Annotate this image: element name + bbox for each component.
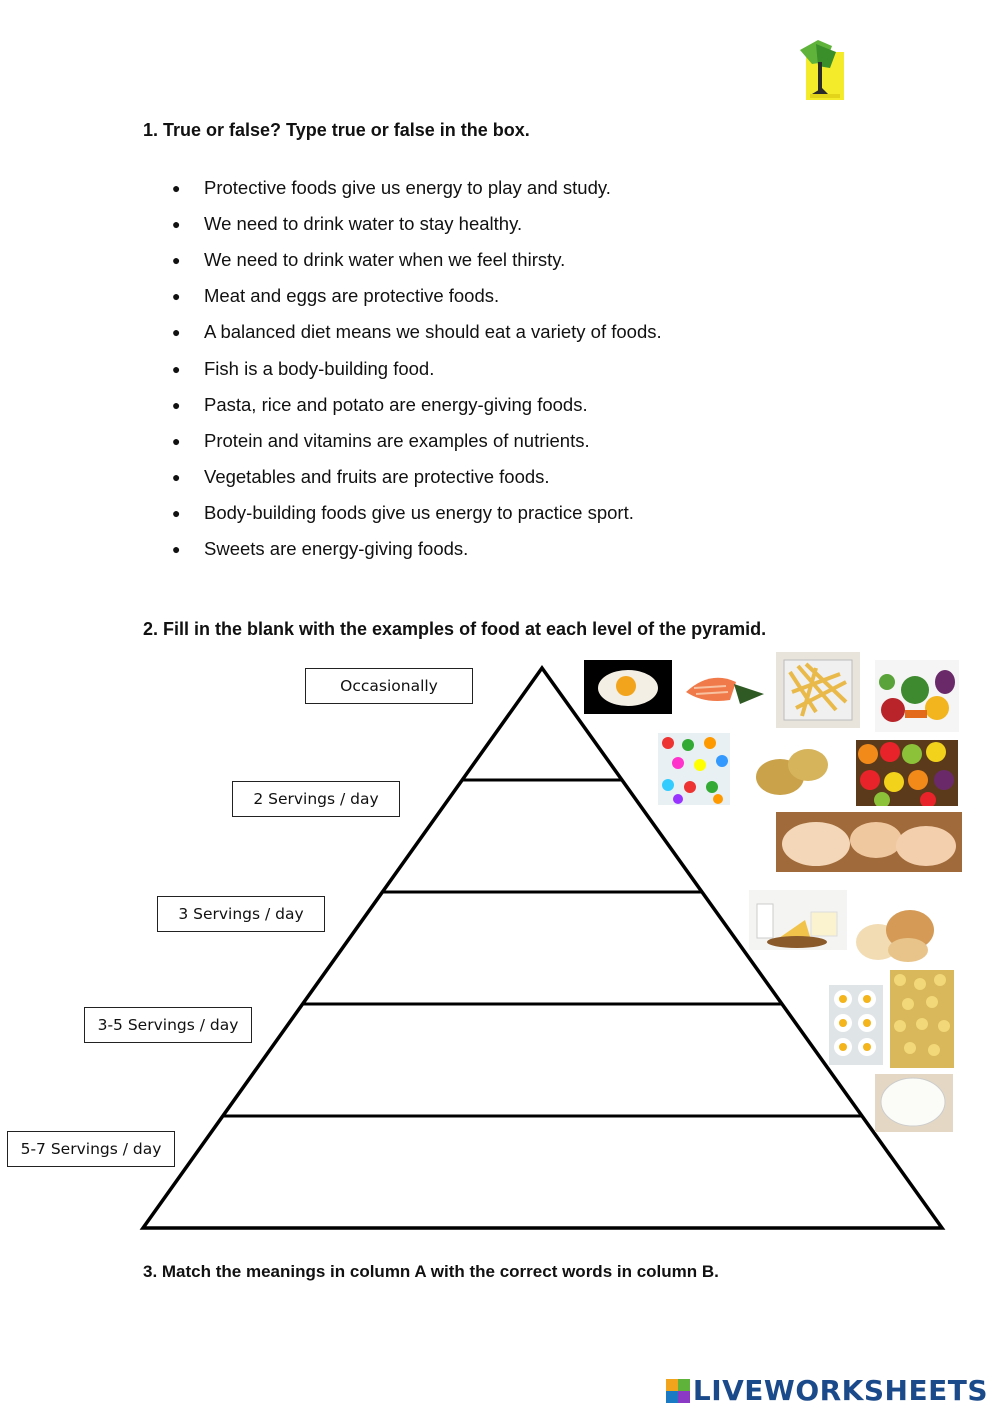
vegetables-image[interactable] <box>875 660 959 732</box>
statement-text: Vegetables and fruits are protective foods. <box>204 465 550 487</box>
bullet-icon: ● <box>172 252 181 269</box>
boiled-eggs-image[interactable] <box>829 985 883 1065</box>
bullet-icon: ● <box>172 396 181 413</box>
bullet-icon: ● <box>172 288 181 305</box>
french-fries-image[interactable] <box>776 652 860 728</box>
bread-image[interactable] <box>850 900 940 968</box>
statement-text: We need to drink water when we feel thirsty. <box>204 249 566 271</box>
level-label-2-servings: 2 Servings / day <box>232 781 400 817</box>
question-3-title: 3. Match the meanings in column A with the correct words in column B. <box>143 1262 719 1281</box>
statement-text: Protein and vitamins are examples of nutrients. <box>204 429 590 451</box>
statement-text: Fish is a body-building food. <box>204 357 435 379</box>
level-label-3-servings: 3 Servings / day <box>157 896 325 932</box>
gummy-sweets-image[interactable] <box>658 733 730 805</box>
level-label-5-7-servings: 5-7 Servings / day <box>7 1131 175 1167</box>
salmon-image[interactable] <box>680 664 768 708</box>
potatoes-image[interactable] <box>752 737 832 803</box>
bullet-icon: ● <box>172 216 181 233</box>
statement-text: Pasta, rice and potato are energy-giving foods. <box>204 393 588 415</box>
question-1-title: 1. True or false? Type true or false in the box. <box>143 120 530 140</box>
fruits-image[interactable] <box>856 740 958 806</box>
level-label-occasionally: Occasionally <box>305 668 473 704</box>
liveworksheets-brand <box>666 1374 988 1407</box>
statement-text: Meat and eggs are protective foods. <box>204 285 500 307</box>
question-2-title: 2. Fill in the blank with the examples of food at each level of the pyramid. <box>143 619 767 639</box>
bullet-icon: ● <box>172 324 181 341</box>
bullet-icon: ● <box>172 468 181 485</box>
dairy-image[interactable] <box>749 890 847 950</box>
pasta-image[interactable] <box>890 970 954 1068</box>
liveworksheets-logo-icon <box>666 1379 690 1403</box>
statement-text: Sweets are energy-giving foods. <box>204 537 469 559</box>
bullet-icon: ● <box>172 180 181 197</box>
chicken-image[interactable] <box>776 812 962 872</box>
fried-egg-image[interactable] <box>584 660 672 714</box>
bullet-icon: ● <box>172 432 181 449</box>
bullet-icon: ● <box>172 540 181 557</box>
bullet-icon: ● <box>172 360 181 377</box>
level-label-3-5-servings: 3-5 Servings / day <box>84 1007 252 1043</box>
statement-text: Body-building foods give us energy to practice sport. <box>204 501 634 523</box>
statement-text: Protective foods give us energy to play and study. <box>204 177 611 199</box>
statement-text: A balanced diet means we should eat a variety of foods. <box>204 321 662 343</box>
brand-text: LIVEWORKSHEETS <box>692 1374 988 1407</box>
bullet-icon: ● <box>172 504 181 521</box>
rice-image[interactable] <box>875 1074 953 1132</box>
statement-text: We need to drink water to stay healthy. <box>204 213 523 235</box>
